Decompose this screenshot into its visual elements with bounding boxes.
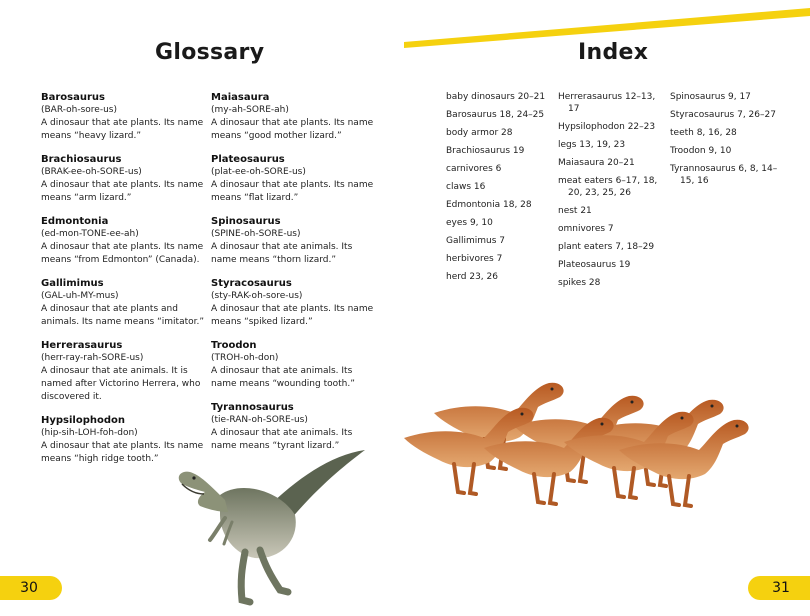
glossary-column-2 xyxy=(211,91,376,463)
index-entry: Hypsilophodon 22–23 xyxy=(558,122,656,132)
index-entry: Plateosaurus 19 xyxy=(558,260,631,270)
glossary-term: Barosaurus xyxy=(41,92,105,103)
index-entry: Spinosaurus 9, 17 xyxy=(670,92,751,102)
page-number-right: 31 xyxy=(748,576,810,600)
index-entry: spikes 28 xyxy=(558,278,601,288)
index-entry: nest 21 xyxy=(558,206,592,216)
index-entry: carnivores 6 xyxy=(446,164,502,174)
index-entry: Brachiosaurus 19 xyxy=(446,146,525,156)
glossary-pronunciation: (hip-sih-LOH-foh-don) xyxy=(41,428,138,438)
glossary-term: Gallimimus xyxy=(41,278,104,289)
index-entry: Maiasaura 20–21 xyxy=(558,158,635,168)
glossary-entry xyxy=(41,91,206,143)
glossary-pronunciation: (tie-RAN-oh-SORE-us) xyxy=(211,415,308,425)
index-entry: Gallimimus 7 xyxy=(446,236,506,246)
glossary-entry xyxy=(211,91,376,143)
index-entry: eyes 9, 10 xyxy=(446,218,493,228)
glossary-definition: A dinosaur that ate animals. Its name means “tyrant lizard.” xyxy=(211,428,353,451)
glossary-definition: A dinosaur that ate plants. Its name means “from Edmonton” (Canada). xyxy=(41,242,204,265)
index-entry: Herrerasaurus 12–13, 17 xyxy=(558,92,656,114)
glossary-term: Spinosaurus xyxy=(211,216,281,227)
glossary-pronunciation: (ed-mon-TONE-ee-ah) xyxy=(41,229,139,239)
index-entry: Styracosaurus 7, 26–27 xyxy=(670,110,776,120)
index-entry: plant eaters 7, 18–29 xyxy=(558,242,655,252)
index-entry: Edmontonia 18, 28 xyxy=(446,200,532,210)
glossary-term: Hypsilophodon xyxy=(41,415,126,426)
glossary-term: Maiasaura xyxy=(211,92,270,103)
glossary-entry xyxy=(41,153,206,205)
glossary-pronunciation: (BRAK-ee-oh-SORE-us) xyxy=(41,167,142,177)
index-entry: meat eaters 6–17, 18, 20, 23, 25, 26 xyxy=(558,176,658,198)
index-entry: omnivores 7 xyxy=(558,224,614,234)
glossary-definition: A dinosaur that ate animals. Its name means “thorn lizard.” xyxy=(211,242,353,265)
glossary-pronunciation: (herr-ray-rah-SORE-us) xyxy=(41,353,144,363)
index-title: Index xyxy=(578,40,649,65)
glossary-pronunciation: (SPINE-oh-SORE-us) xyxy=(211,229,301,239)
index-entry: body armor 28 xyxy=(446,128,513,138)
left-page xyxy=(0,0,404,616)
index-entry: herd 23, 26 xyxy=(446,272,498,282)
glossary-pronunciation: (my-ah-SORE-ah) xyxy=(211,105,289,115)
glossary-term: Styracosaurus xyxy=(211,278,292,289)
index-entry: Troodon 9, 10 xyxy=(670,146,732,156)
glossary-pronunciation: (sty-RAK-oh-sore-us) xyxy=(211,291,303,301)
glossary-term: Troodon xyxy=(211,340,257,351)
page-number-left: 30 xyxy=(0,576,62,600)
glossary-definition: A dinosaur that ate plants and animals. Its name means “imitator.” xyxy=(41,304,205,327)
glossary-pronunciation: (plat-ee-oh-SORE-us) xyxy=(211,167,306,177)
right-page xyxy=(404,0,810,616)
index-entry: claws 16 xyxy=(446,182,486,192)
glossary-pronunciation: (TROH-oh-don) xyxy=(211,353,279,363)
index-entry: Tyrannosaurus 6, 8, 14–15, 16 xyxy=(670,164,778,186)
index-entry: herbivores 7 xyxy=(446,254,503,264)
glossary-definition: A dinosaur that ate plants. Its name means “high ridge tooth.” xyxy=(41,441,204,464)
glossary-entry xyxy=(211,215,376,267)
glossary-title: Glossary xyxy=(155,40,265,65)
glossary-entry xyxy=(211,339,376,391)
glossary-column-1 xyxy=(41,91,206,476)
glossary-entry xyxy=(41,339,206,404)
theropod-dinosaur-illustration xyxy=(170,440,370,610)
glossary-entry xyxy=(211,277,376,329)
glossary-definition: A dinosaur that ate animals. Its name means “wounding tooth.” xyxy=(211,366,355,389)
index-entry: Barosaurus 18, 24–25 xyxy=(446,110,545,120)
glossary-definition: A dinosaur that ate plants. Its name means “flat lizard.” xyxy=(211,180,374,203)
glossary-term: Plateosaurus xyxy=(211,154,285,165)
glossary-term: Herrerasaurus xyxy=(41,340,123,351)
glossary-entry xyxy=(41,277,206,329)
glossary-term: Tyrannosaurus xyxy=(211,402,294,413)
index-column-3 xyxy=(670,91,782,193)
glossary-term: Brachiosaurus xyxy=(41,154,122,165)
glossary-entry xyxy=(211,153,376,205)
glossary-pronunciation: (BAR-oh-sore-us) xyxy=(41,105,117,115)
index-column-1 xyxy=(446,91,554,289)
glossary-definition: A dinosaur that ate animals. It is named after Victorino Herrera, who discovered it. xyxy=(41,366,201,402)
glossary-pronunciation: (GAL-uh-MY-mus) xyxy=(41,291,119,301)
glossary-term: Edmontonia xyxy=(41,216,109,227)
index-column-2 xyxy=(558,91,666,295)
glossary-definition: A dinosaur that ate plants. Its name means “heavy lizard.” xyxy=(41,118,204,141)
glossary-entry xyxy=(41,215,206,267)
index-entry: baby dinosaurs 20–21 xyxy=(446,92,546,102)
glossary-definition: A dinosaur that ate plants. Its name means “good mother lizard.” xyxy=(211,118,374,141)
glossary-definition: A dinosaur that ate plants. Its name means “spiked lizard.” xyxy=(211,304,374,327)
glossary-definition: A dinosaur that ate plants. Its name means “arm lizard.” xyxy=(41,180,204,203)
index-entry: legs 13, 19, 23 xyxy=(558,140,626,150)
index-entry: teeth 8, 16, 28 xyxy=(670,128,737,138)
dinosaur-herd-illustration xyxy=(404,368,754,508)
